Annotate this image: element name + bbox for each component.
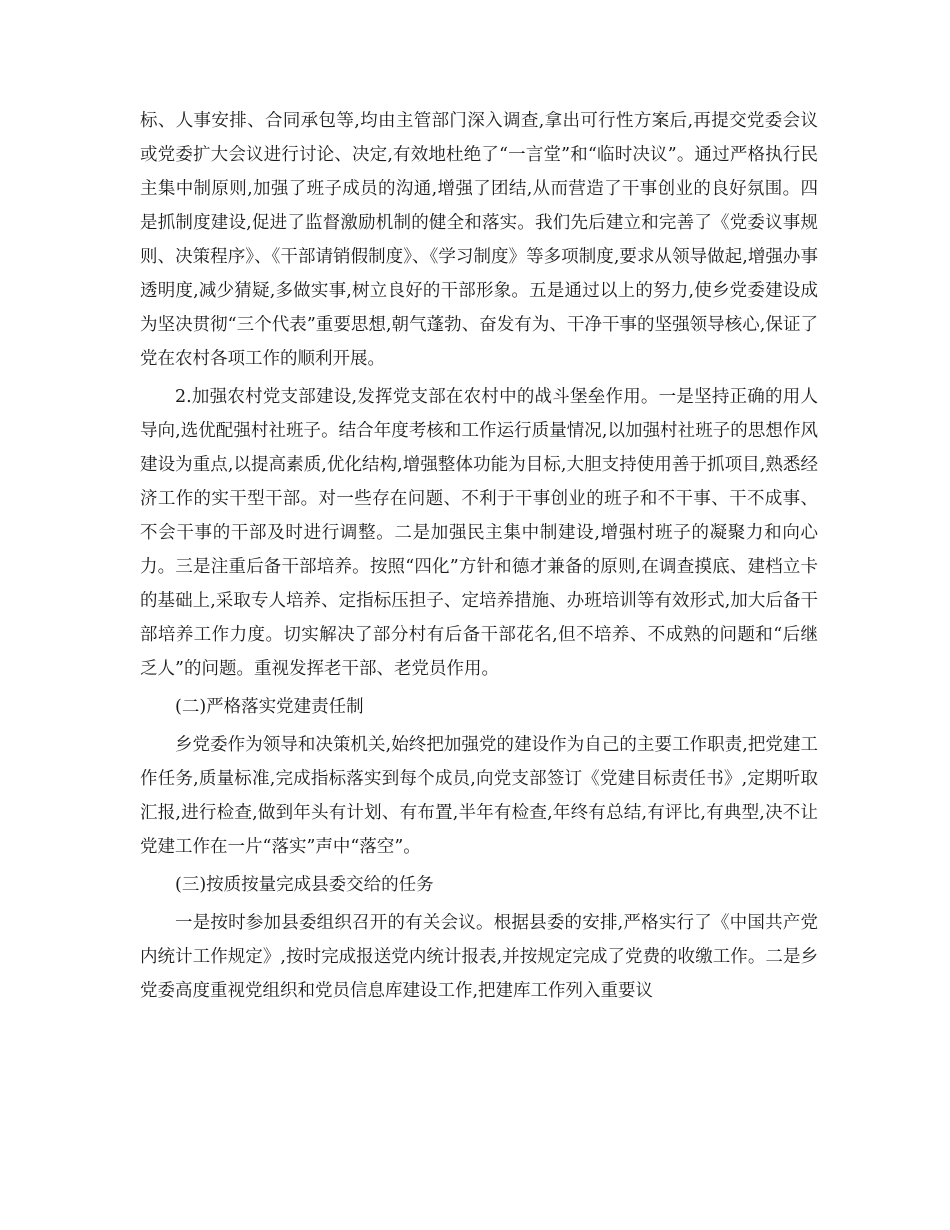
body-paragraph: 乡党委作为领导和决策机关,始终把加强党的建设作为自己的主要工作职责,把党建工作任务,质量标准,完成指标落实到每个成员,向党支部签订《党建目标责任书》,定期听取汇报,进行检查,做到年头有计划、有布置,半年有检查,年终有总结,有评比,有典型,决不让党建工作在一片“落实”声中“落空”。 — [140, 735, 818, 857]
section-heading: (二)严格落实党建责任制 — [175, 697, 364, 717]
body-paragraph: 2.加强农村党支部建设,发挥党支部在农村中的战斗堡垒作用。一是坚持正确的用人导向,选优配强村社班子。结合年度考核和工作运行质量情况,以加强村社班子的思想作风建设为重点,以提高素质,优化结构,增强整体功能为目标,大胆支持使用善于抓项目,熟悉经济工作的实干型干部。对一些存在问题、不利于干事创业的班子和不干事、干不成事、不会干事的干部及时进行调整。二是加强民主集中制建设,增强村班子的凝聚力和向心力。三是注重后备干部培养。按照“四化”方针和德才兼备的原则,在调查摸底、建档立卡的基础上,采取专人培养、定指标压担子、定培养措施、办班培训等有效形式,加大后备干部培养工作力度。切实解决了部分村有后备干部花名,但不培养、不成熟的问题和“后继乏人”的问题。重视发挥老干部、老党员作用。 — [140, 387, 818, 679]
document-body — [140, 104, 818, 1008]
section-heading: (三)按质按量完成县委交给的任务 — [175, 875, 434, 895]
body-paragraph: 一是按时参加县委组织召开的有关会议。根据县委的安排,严格实行了《中国共产党内统计工作规定》,按时完成报送党内统计报表,并按规定完成了党费的收缴工作。二是乡党委高度重视党组织和党员信息库建设工作,把建库工作列入重要议 — [140, 913, 818, 1001]
body-paragraph: 标、人事安排、合同承包等,均由主管部门深入调查,拿出可行性方案后,再提交党委会议或党委扩大会议进行讨论、决定,有效地杜绝了“一言堂”和“临时决议”。通过严格执行民主集中制原则,加强了班子成员的沟通,增强了团结,从而营造了干事创业的良好氛围。四是抓制度建设,促进了监督激励机制的健全和落实。我们先后建立和完善了《党委议事规则、决策程序》、《干部请销假制度》、《学习制度》等多项制度,要求从领导做起,增强办事透明度,减少猜疑,多做实事,树立良好的干部形象。五是通过以上的努力,使乡党委建设成为坚决贯彻“三个代表”重要思想,朝气蓬勃、奋发有为、干净干事的坚强领导核心,保证了党在农村各项工作的顺利开展。 — [140, 111, 818, 369]
